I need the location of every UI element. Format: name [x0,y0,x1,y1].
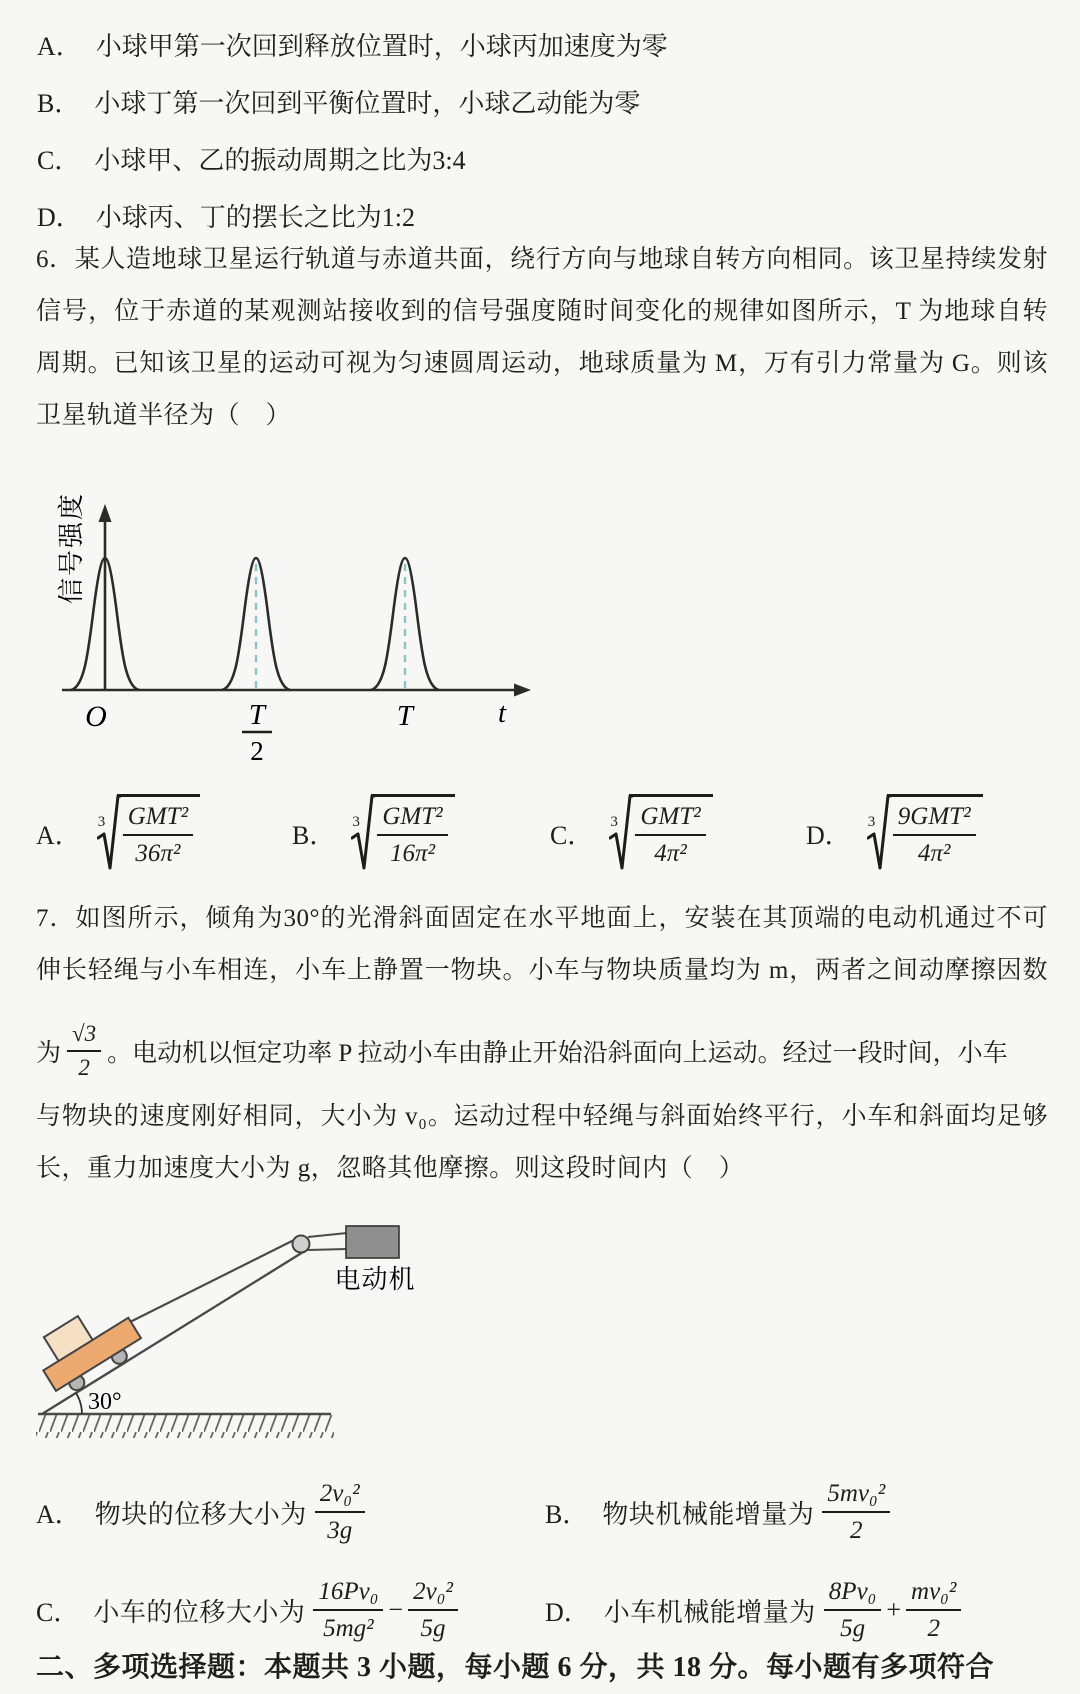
q6-option-d [806,794,983,872]
cube-root [351,794,454,872]
fraction-numerator: 9GMT² [893,802,976,836]
fraction [67,1021,101,1081]
fraction-denominator: 5g [420,1615,446,1642]
fraction [906,1577,961,1643]
root-index: 3 [610,814,618,830]
q5-option-c [37,140,668,175]
q6-option-a [36,794,200,872]
fraction-numerator: GMT² [635,802,705,836]
fraction-denominator: 16π² [389,840,435,867]
option-label: C． [36,1597,80,1627]
motor-label: 电动机 [334,1265,416,1294]
fraction [313,1577,383,1643]
q5-option-a [37,26,668,61]
fraction-numerator: GMT² [123,802,193,836]
fraction-numerator: 2v₀² [408,1577,458,1611]
q6-stem-line-2: 信号，位于赤道的某观测站接收到的信号强度随时间变化的规律如图所示，T 为地球自转 [36,298,1048,325]
option-label: D． [37,203,82,232]
stem-text: 为 [36,1040,62,1067]
option-label: A． [36,1499,81,1529]
x-axis-arrow [514,684,531,697]
fraction [315,1479,365,1545]
tick-t-half-numerator: T [248,699,266,731]
fraction-denominator: 4π² [654,840,687,867]
option-label: D． [806,820,851,850]
option-label: D． [545,1597,590,1627]
rope [130,1239,296,1322]
fraction-numerator: 5mv₀² [822,1479,890,1513]
fraction-numerator: GMT² [377,802,447,836]
root-index: 3 [352,814,360,830]
fraction-denominator: 4π² [917,840,951,867]
angle-label: 30° [88,1389,122,1415]
stem-text: 。电动机以恒定功率 P 拉动小车由静止开始沿斜面向上运动。经过一段时间，小车 [107,1040,1008,1067]
plus-operator: + [886,1595,902,1624]
option-text: 小车的位移大小为 [93,1597,306,1627]
q6-stem-line-1: 6．某人造地球卫星运行轨道与赤道共面，绕行方向与地球自转方向相同。该卫星持续发射 [36,246,1048,273]
minus-operator: − [388,1595,404,1624]
tick-t-half-denominator: 2 [250,736,264,766]
q7-stem-line-5: 长，重力加速度大小为 g，忽略其他摩擦。则这段时间内（ ） [36,1155,745,1182]
option-label: C． [37,146,81,175]
tick-label-origin: O [85,700,107,733]
option-text: 小球甲、乙的振动周期之比为3:4 [94,146,466,175]
q7-option-c [36,1564,458,1656]
section-2-heading: 二、多项选择题：本题共 3 小题，每小题 6 分，共 18 分。每小题有多项符合 [36,1652,995,1683]
option-text: 小球甲第一次回到释放位置时，小球丙加速度为零 [95,32,668,61]
q7-stem [36,905,1048,1207]
q7-stem-line-3 [36,1009,1048,1093]
q5-option-d [37,197,668,232]
y-axis-label: 信号强度 [57,491,86,605]
cube-root [609,794,712,872]
fraction [377,802,447,868]
option-label: B． [545,1499,589,1529]
pulley [293,1236,310,1253]
q7-option-d [545,1564,961,1656]
fraction [822,1479,890,1545]
q6-stem [36,246,1048,454]
fraction-numerator: mv₀² [906,1577,961,1611]
tick-label-t-half [242,699,272,766]
q6-stem-line-4: 卫星轨道半径为（ ） [36,402,292,429]
fraction [408,1577,458,1643]
fraction-denominator: 36π² [135,840,181,867]
option-text: 小球丙、丁的摆长之比为1:2 [95,203,416,232]
option-label: B． [292,820,336,850]
q7-option-a [36,1466,365,1558]
q6-signal-chart [50,448,540,768]
signal-peak-3 [371,558,439,690]
tick-label-t-full: T [396,700,414,732]
fraction-numerator: 8Pv₀ [824,1577,882,1611]
q7-stem-line-2: 伸长轻绳与小车相连，小车上静置一物块。小车与物块质量均为 m，两者之间动摩擦因数 [36,957,1048,984]
option-text: 小车机械能增量为 [603,1597,816,1627]
q7-stem-line-4: 与物块的速度刚好相同，大小为 v₀。运动过程中轻绳与斜面始终平行，小车和斜面均足够 [36,1103,1048,1130]
root-index: 3 [867,814,876,830]
option-text: 小球丁第一次回到平衡位置时，小球乙动能为零 [94,89,641,118]
fraction [635,802,705,868]
q6-option-b [292,794,455,872]
ground-hatching [36,1415,334,1438]
fraction [893,802,976,868]
option-text: 物块的位移大小为 [94,1499,307,1529]
option-text: 物块机械能增量为 [602,1499,815,1529]
option-label: A． [37,32,82,61]
fraction [824,1577,882,1643]
fraction-denominator: 5mg² [323,1615,374,1642]
fraction-denominator: 5g [840,1615,866,1642]
signal-peak-2 [222,558,290,690]
option-label: B． [37,89,81,118]
fraction [123,802,193,868]
x-axis-label: t [497,697,507,729]
option-label: A． [36,820,81,850]
root-index: 3 [97,814,106,830]
fraction-numerator: √3 [67,1021,101,1052]
fraction-denominator: 3g [327,1517,353,1544]
q7-option-b [545,1466,890,1558]
fraction-denominator: 2 [850,1517,863,1544]
q7-incline-diagram [28,1192,458,1447]
q6-stem-line-3: 周期。已知该卫星的运动可视为匀速圆周运动，地球质量为 M，万有引力常量为 G。则该 [36,350,1048,377]
pulley-bracket-top [308,1233,347,1237]
motor-box [346,1226,399,1258]
cube-root [97,794,200,872]
y-axis-arrow [99,504,112,522]
fraction-numerator: 16Pv₀ [313,1577,383,1611]
option-label: C． [550,820,594,850]
fraction-denominator: 2 [78,1055,90,1080]
cube-root [867,794,983,872]
q7-stem-line-1: 7．如图所示，倾角为30°的光滑斜面固定在水平地面上，安装在其顶端的电动机通过不可 [36,905,1048,932]
fraction-numerator: 2v₀² [315,1479,365,1513]
q6-options [0,794,1080,894]
q5-option-b [37,83,668,118]
fraction-denominator: 2 [927,1615,940,1642]
q6-option-c [550,794,713,872]
q5-options [37,26,668,254]
pulley-bracket-bottom [308,1249,347,1250]
angle-arc [76,1393,82,1414]
